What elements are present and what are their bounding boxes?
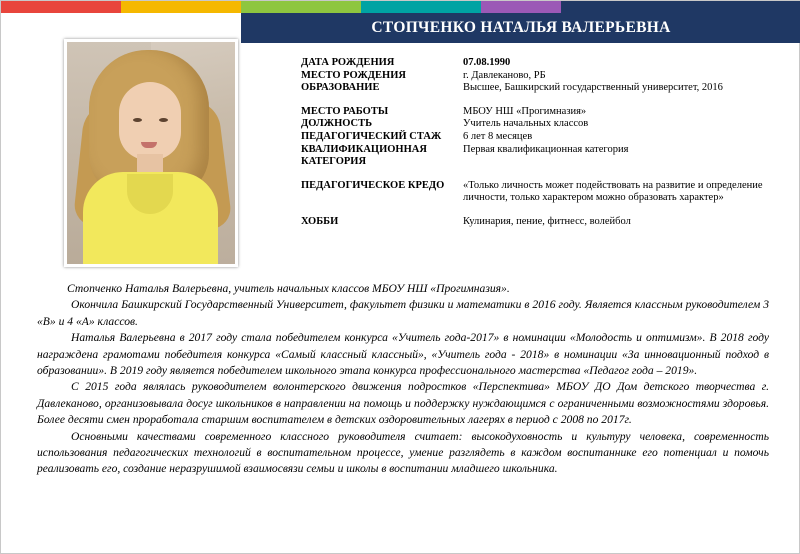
- row-spacer: [301, 95, 781, 106]
- photo-eye-left: [133, 118, 142, 122]
- info-label: ПЕДАГОГИЧЕСКИЙ СТАЖ: [301, 130, 442, 142]
- photo-eye-right: [159, 118, 168, 122]
- row-spacer: [301, 205, 781, 216]
- info-value: Первая квалификационная категория: [463, 143, 629, 155]
- paragraph: Основными качествами современного классного руководителя считает: высокодуховность и культуру человека, современность использования педагогических технологий в воспитательном процессе, умение разглядеть в каждом воспитаннике его потенциал и помочь реализовать его, создание неразрушимой взаимосвязи семьи и школы в воспитании младшего школьника.: [37, 429, 769, 476]
- table-row: [301, 216, 781, 229]
- photo-face: [119, 82, 181, 160]
- table-row: [301, 131, 781, 144]
- color-band-teal: [361, 1, 481, 13]
- paragraph: С 2015 года являлась руководителем волонтерского движения подростков «Перспектива» МБОУ ДО Дом детского творчества г. Давлеканово, организовывала досуг школьников в направлении на помощь и поддержку нуждающимся с ограниченными возможностями здоровья. Более десяти смен проработала старшим воспитателем в детских оздоровительных лагерях в период с 2008 по 2017г.: [37, 380, 769, 427]
- info-table: [301, 57, 781, 229]
- info-label: ДОЛЖНОСТЬ: [301, 118, 373, 130]
- info-label: ОБРАЗОВАНИЕ: [301, 82, 380, 94]
- photo-inner: [67, 42, 235, 264]
- table-row: [301, 118, 781, 131]
- info-label: ХОББИ: [301, 215, 339, 227]
- decorative-color-bar: [1, 1, 800, 13]
- teacher-photo: [64, 39, 238, 267]
- color-band-purple: [481, 1, 561, 13]
- info-value: Высшее, Башкирский государственный университет, 2016: [463, 82, 723, 94]
- table-row: [301, 180, 781, 205]
- page-title: СТОПЧЕНКО НАТАЛЬЯ ВАЛЕРЬЕВНА: [371, 19, 671, 36]
- info-value: г. Давлеканово, РБ: [463, 69, 546, 81]
- paragraph: Наталья Валерьевна в 2017 году стала победителем конкурса «Учитель года-2017» в номинации «Молодость и оптимизм». В 2018 году награждена грамотами победителя конкурса «Самый классный классный», «Учитель года - 2018» в номинации «За инновационный подход в образовании». В 2019 году является победителем школьного этапа конкурса профессионального мастерства «Педагог года – 2019».: [37, 331, 769, 378]
- color-band-red: [1, 1, 121, 13]
- info-value: «Только личность может подействовать на развитие и определение личности, только характером можно образовать характер»: [463, 179, 763, 204]
- info-value: Кулинария, пение, фитнесс, волейбол: [463, 215, 631, 227]
- color-band-green: [241, 1, 361, 13]
- table-row: [301, 57, 781, 70]
- table-row: [301, 82, 781, 95]
- info-label: КВАЛИФИКАЦИОННАЯ КАТЕГОРИЯ: [301, 143, 427, 168]
- row-spacer: [301, 169, 781, 180]
- biography-text: [37, 281, 769, 478]
- info-label: ПЕДАГОГИЧЕСКОЕ КРЕДО: [301, 179, 445, 191]
- info-label: МЕСТО РОЖДЕНИЯ: [301, 69, 406, 81]
- info-value: МБОУ НШ «Прогимназия»: [463, 105, 587, 117]
- paragraph: Стопченко Наталья Валерьевна, учитель начальных классов МБОУ НШ «Прогимназия».: [67, 282, 510, 295]
- table-row: [301, 70, 781, 83]
- info-value: Учитель начальных классов: [463, 118, 589, 130]
- paragraph: Окончила Башкирский Государственный Университет, факультет физики и математики в 2016 году. Является классным руководителем 3 «В» и 4 «А» классов.: [37, 298, 769, 328]
- table-row: [301, 106, 781, 119]
- info-value: 07.08.1990: [463, 57, 511, 68]
- header-band: [241, 13, 800, 43]
- info-label: ДАТА РОЖДЕНИЯ: [301, 57, 395, 68]
- color-band-navy: [561, 1, 800, 13]
- color-band-yellow: [121, 1, 241, 13]
- info-label: МЕСТО РАБОТЫ: [301, 105, 389, 117]
- info-value: 6 лет 8 месяцев: [463, 130, 533, 142]
- table-row: [301, 144, 781, 169]
